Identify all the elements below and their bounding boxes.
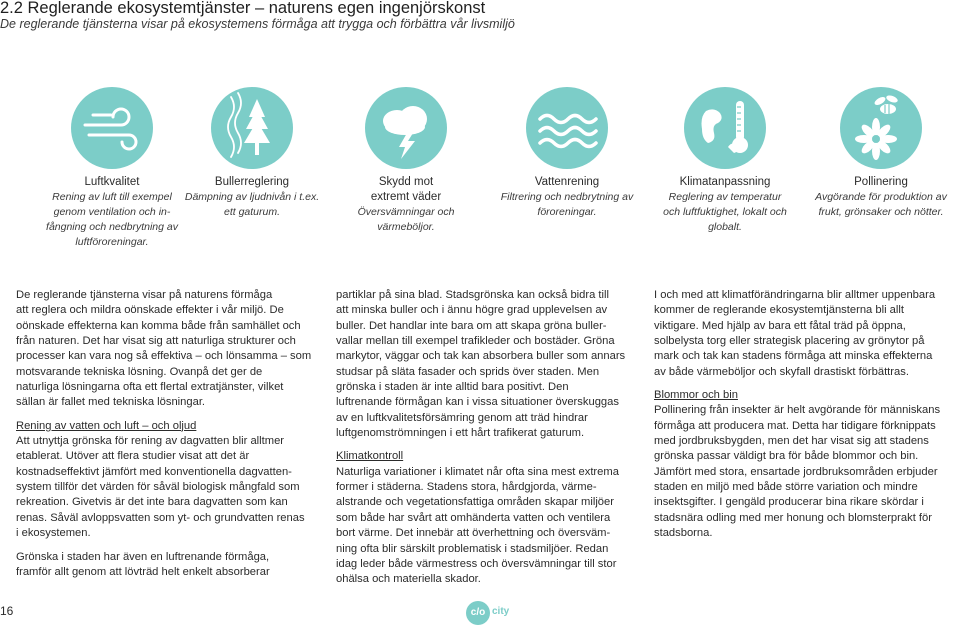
text-line: av både värmeböljor och skyfall drastiskt förbättras. (654, 365, 909, 378)
service-pollinering (806, 87, 956, 220)
service-desc-line: luftföroreningar. (75, 236, 149, 248)
bee-flower-icon (840, 87, 922, 169)
text-line: av en luftkvalitetsförsämring genom att träd hindrar (336, 411, 588, 424)
text-line: att reglera och mildra oönskade effekter i vår miljö. De (16, 304, 284, 317)
text-line: framför allt genom att lövträd helt enkelt absorberar (16, 565, 270, 578)
text-line: former i städerna. Stadens stora, hårdgjorda, värme- (336, 481, 597, 494)
service-name-line: Skydd mot extremt väder (370, 176, 442, 203)
service-desc-line: frukt, grönsaker och nötter. (818, 206, 944, 218)
service-name: Klimatanpassning (679, 176, 771, 188)
page-title: 2.2 Reglerande ekosystemtjänster – naturens egen ingenjörskonst (0, 0, 486, 17)
service-desc-line: genom ventilation och in- (53, 206, 171, 218)
storm-icon (365, 87, 447, 169)
service-desc-line: fångning och nedbrytning av (46, 221, 178, 233)
text-line: bort värme. Det innebär att överhettning och översväm- (336, 527, 611, 540)
text-line: markytor, väggar och tak kan absorbera buller som annars (336, 350, 626, 363)
text-line: som både har svårt att omhänderta vatten och ventilera (336, 511, 611, 524)
service-klimatanpassning (650, 87, 800, 235)
section-heading: Klimatkontroll (336, 450, 404, 463)
text-column-middle (336, 288, 650, 588)
text-line: kommer de reglerande ekosystemtjänsterna bli allt (654, 304, 904, 317)
text-line: från naturen. Det har visat sig att naturliga strukturer och (16, 335, 296, 348)
logo-text: city (492, 606, 510, 617)
service-vattenrening (492, 87, 642, 220)
text-line: vallar mellan till exempel trafikleder och bostäder. Gröna (336, 335, 615, 348)
section-heading: Rening av vatten och luft – och oljud (16, 419, 197, 432)
text-line: grönska i staden är inte alltid bara positivt. Den (336, 381, 569, 394)
text-line: studsar på släta fasader och sprids över staden. Men (336, 365, 600, 378)
text-line: insektsgifter. I gengäld producerar bina rikare skördar i (654, 496, 924, 509)
service-desc-line: Filtrering och nedbrytning av (500, 191, 634, 203)
text-line: system tillför det värden för såväl biologisk mångfald som (16, 481, 300, 494)
text-line: Pollinering från insekter är helt avgörande för människans (654, 404, 941, 417)
text-line: renas. Såväl avloppsvatten som yt- och grundvatten renas (16, 511, 305, 524)
text-line: förmåga att producera mat. Detta har tidigare förknippats (654, 419, 936, 432)
service-desc-line: föroreningar. (537, 206, 597, 218)
text-line: Naturliga variationer i klimatet når ofta sina mest extrema (336, 465, 619, 478)
text-line: Jämfört med stora, ensartade jordbruksområden erbjuder (654, 465, 938, 478)
service-desc-line: och luftfuktighet, lokalt och (663, 206, 787, 218)
waves-icon (526, 87, 608, 169)
text-line: grönska passar väldigt bra för både blommor och bin. (654, 450, 919, 463)
text-line: partiklar på sina blad. Stadsgrönska kan också bidra till (336, 289, 609, 301)
page-number: 16 (0, 604, 14, 618)
tree-sound-icon (211, 87, 293, 169)
service-skydd-mot-extremt-vader (334, 87, 478, 235)
service-name: Pollinering (854, 176, 908, 188)
text-line: luftgenomströmningen i ett hårt trafikerat gaturum. (336, 427, 585, 440)
service-luftkvalitet (40, 87, 184, 250)
text-line: staden en miljö med både större variation och mindre (654, 481, 918, 494)
service-desc-line: värmeböljor. (377, 221, 435, 233)
text-line: kostnadseffektivt jämfört med konventionella dagvatten- (16, 465, 292, 478)
text-line: idag leder både värmestress och översvämningar till stor (336, 557, 617, 570)
service-name (334, 175, 478, 205)
service-desc-line: Dämpning av ljudnivån i t.ex. (184, 191, 320, 203)
text-line: oönskade effekterna kan komma både från samhället och (16, 319, 301, 332)
service-desc-line: Avgörande för produktion av (815, 191, 947, 203)
service-name: Bullerreglering (214, 176, 290, 188)
text-line: ohälsa och materiella skador. (336, 573, 481, 586)
text-line: De reglerande tjänsterna visar på naturens förmåga (16, 289, 273, 301)
text-line: rekreation. Givetvis är det inte bara dagvatten som kan (16, 496, 288, 509)
service-bullerreglering (180, 87, 324, 220)
text-line: stadsnära odling med mer honung och blomsterprakt för (654, 511, 932, 524)
text-line: solbelysta torg eller strategisk placering av grönytor på (654, 335, 925, 348)
text-line: processer kan vara nog så effektiva – och lönsamma – som (16, 350, 312, 363)
text-line: i ekosystemen. (16, 527, 91, 540)
text-line: Grönska i staden har även en luftrenande förmåga, (16, 550, 270, 563)
text-line: stadsborna. (654, 527, 713, 540)
logo-mark: c/o (466, 601, 490, 625)
wind-icon (71, 87, 153, 169)
text-line: viktigare. Med hjälp av bara ett fåtal träd på öppna, (654, 319, 906, 332)
text-line: att minska buller och i ännu högre grad upplevelsen av (336, 304, 608, 317)
text-line: buller. Det handlar inte bara om att skapa gröna buller- (336, 319, 607, 332)
service-desc-line: ett gaturum. (223, 206, 281, 218)
text-line: alstrande och vegetationsfattiga områden skapar miljöer (336, 496, 614, 509)
text-line: mark och tak kan stadens förmåga att minska effekterna (654, 350, 933, 363)
text-line: motsvarande tekniska lösning. Ovanpå det ger de (16, 365, 263, 378)
service-desc-line: Reglering av temperatur (668, 191, 782, 203)
text-line: I och med att klimatförändringarna blir alltmer uppenbara (654, 289, 936, 301)
text-line: naturliga lösningarna ofta ett flertal extratjänster, vilket (16, 381, 284, 394)
text-line: sällan är fallet med tekniska lösningar. (16, 396, 206, 409)
text-column-left (16, 288, 336, 580)
text-line: luftrenande förmågan kan i vissa situationer överskuggas (336, 396, 619, 409)
service-desc-line: Översvämningar och (357, 206, 455, 218)
text-line: etablerat. Utöver att flera studier visat att det är (16, 450, 250, 463)
text-line: Att utnyttja grönska för rening av dagvatten blir alltmer (16, 435, 285, 448)
page-subtitle: De reglerande tjänsterna visar på ekosystemens förmåga att trygga och förbättra vår livsmiljö (0, 17, 515, 31)
service-name: Luftkvalitet (84, 176, 140, 188)
text-line: ning ofta blir särskilt problematisk i stadsmiljöer. Redan (336, 542, 609, 555)
text-line: med jordbruksbygden, men det har visat sig att stadens (654, 435, 929, 448)
service-name: Vattenrening (534, 176, 600, 188)
service-desc-line: globalt. (708, 221, 742, 233)
service-desc-line: Rening av luft till exempel (52, 191, 172, 203)
section-heading: Blommor och bin (654, 389, 738, 402)
text-column-right (654, 288, 958, 542)
globe-thermometer-icon (684, 87, 766, 169)
co-city-logo (466, 601, 526, 625)
